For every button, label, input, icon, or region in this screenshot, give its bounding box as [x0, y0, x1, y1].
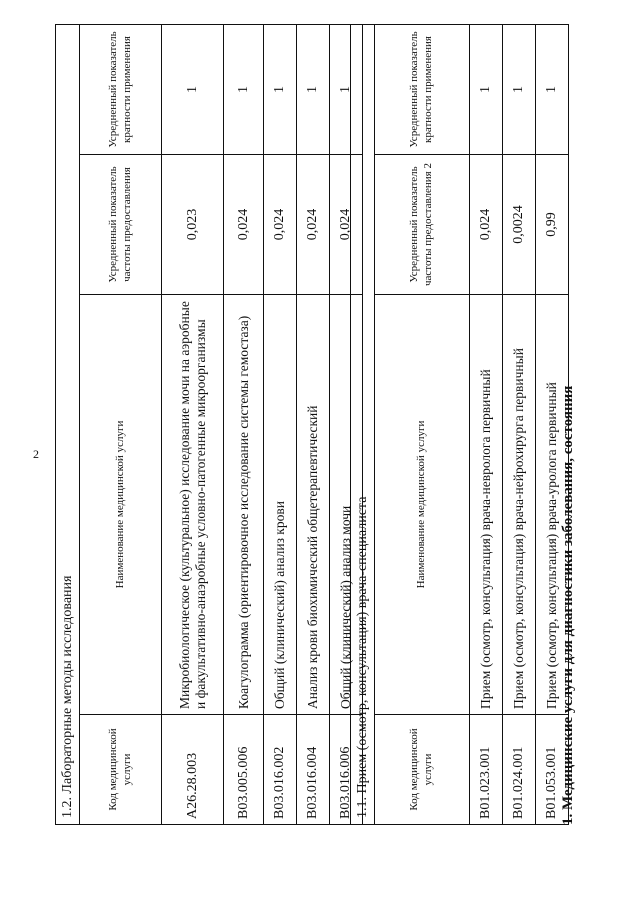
service-name: Прием (осмотр, консультация) врача-нейрохирурга первичный [503, 295, 536, 715]
frequency-value: 0,024 [297, 155, 330, 295]
multiplicity-value: 1 [470, 24, 503, 154]
service-name: Общий (клинический) анализ мочи [330, 295, 363, 715]
frequency-value: 0,024 [330, 155, 363, 295]
table-row [503, 24, 536, 824]
table-row [470, 24, 503, 824]
header-code: Код медицинской услуги [375, 715, 470, 825]
table-row [536, 24, 569, 824]
section-heading: 1. Медицинские услуги для диагностики заболевания, состояния [560, 385, 576, 825]
multiplicity-value: 1 [224, 24, 264, 154]
frequency-value: 0,0024 [503, 155, 536, 295]
service-code: B01.023.001 [470, 715, 503, 825]
table-caption: 1.1. Прием (осмотр, консультация) врача-специалиста [351, 24, 375, 824]
table-row [224, 24, 264, 824]
multiplicity-value: 1 [330, 24, 363, 154]
service-code: B03.005.006 [224, 715, 264, 825]
laboratory-table [55, 24, 363, 825]
service-code: B03.016.006 [330, 715, 363, 825]
frequency-value: 0,024 [224, 155, 264, 295]
header-multiplicity: Усредненный показатель кратности применения [375, 24, 470, 154]
frequency-value: 0,023 [162, 155, 224, 295]
service-code: B01.024.001 [503, 715, 536, 825]
page-content [50, 0, 630, 860]
table-caption: 1.2. Лабораторные методы исследования [56, 24, 80, 824]
multiplicity-value: 1 [536, 24, 569, 154]
table-row [330, 24, 363, 824]
service-name: Коагулограмма (ориентировочное исследование системы гемостаза) [224, 295, 264, 715]
multiplicity-value: 1 [162, 24, 224, 154]
header-code: Код медицинской услуги [80, 715, 162, 825]
header-frequency: Усредненный показатель частоты предоставления 2 [375, 155, 470, 295]
service-code: B01.053.001 [536, 715, 569, 825]
frequency-value: 0,024 [470, 155, 503, 295]
table-row [162, 24, 224, 824]
table-row [297, 24, 330, 824]
multiplicity-value: 1 [297, 24, 330, 154]
rotated-page [50, 0, 630, 860]
frequency-value: 0,024 [264, 155, 297, 295]
service-name: Прием (осмотр, консультация) врача-уролога первичный [536, 295, 569, 715]
service-name: Прием (осмотр, консультация) врача-невролога первичный [470, 295, 503, 715]
header-frequency: Усредненный показатель частоты предоставления [80, 155, 162, 295]
header-name: Наименование медицинской услуги [80, 295, 162, 715]
page-number: 2 [33, 447, 39, 461]
service-name: Общий (клинический) анализ крови [264, 295, 297, 715]
multiplicity-value: 1 [503, 24, 536, 154]
service-name: Анализ крови биохимический общетерапевтический [297, 295, 330, 715]
header-multiplicity: Усредненный показатель кратности применения [80, 24, 162, 154]
service-code: B03.016.004 [297, 715, 330, 825]
table-row [264, 24, 297, 824]
service-code: B03.016.002 [264, 715, 297, 825]
frequency-value: 0,99 [536, 155, 569, 295]
service-name: Микробиологическое (культуральное) исследование мочи на аэробные и факультативно-анаэробные условно-патогенные микроорганизмы [162, 295, 224, 715]
consultations-table [350, 24, 569, 825]
service-code: A26.28.003 [162, 715, 224, 825]
multiplicity-value: 1 [264, 24, 297, 154]
header-name: Наименование медицинской услуги [375, 295, 470, 715]
